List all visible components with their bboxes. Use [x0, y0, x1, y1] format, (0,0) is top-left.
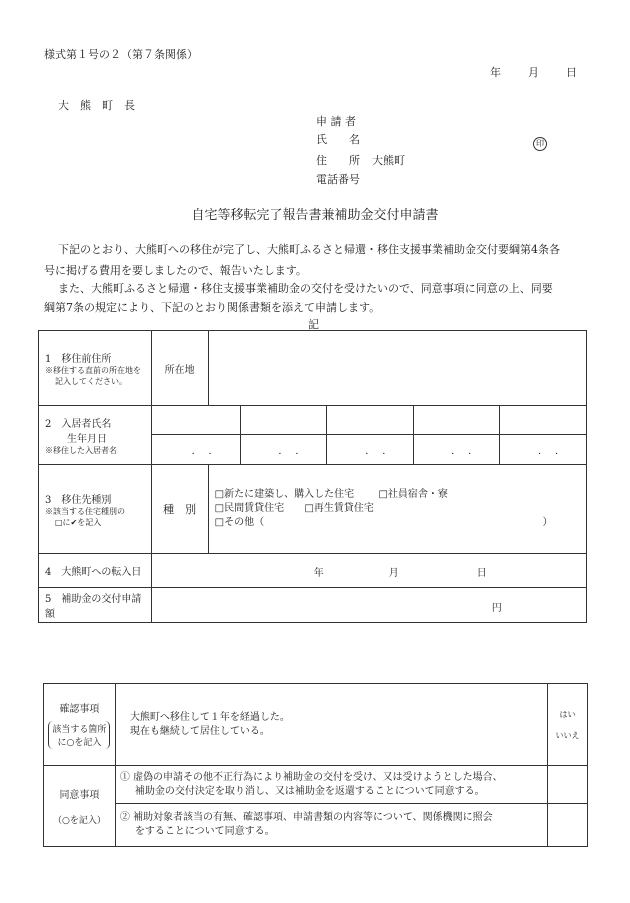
seal-mark: 印 — [533, 131, 547, 151]
previous-address-label: 1 移住前住所 — [45, 353, 112, 365]
previous-address-note1: ※移住する直前の所在地を — [45, 365, 141, 375]
option-company-housing[interactable]: □社員宿舎・寮 — [378, 489, 448, 500]
confirmation-line1: 大熊町へ移住して１年を経過した。 — [129, 711, 290, 723]
option-other-close: ） — [542, 517, 553, 528]
paragraph1-line2: 号に掲げる費用を要しましたので、報告いたします。 — [44, 264, 307, 277]
name-label: 氏 名 — [316, 133, 360, 146]
row-housing-type — [39, 465, 587, 554]
row-previous-address — [39, 331, 587, 406]
form-number: 様式第１号の２（第７条関係） — [44, 48, 198, 61]
confirmation-note2: に○を記入 — [57, 738, 102, 748]
phone-label: 電話番号 — [316, 173, 360, 186]
address-sub-label: 所在地 — [151, 331, 208, 406]
applicant-heading: 申 請 者 — [316, 115, 356, 128]
housing-type-note2: □に✔を記入 — [55, 517, 102, 527]
birthdate-2[interactable]: ． ． — [240, 435, 327, 465]
resident-name-label: 2 入居者氏名 — [45, 418, 112, 430]
addressee: 大 熊 町 長 — [58, 99, 135, 112]
option-recycled-rental[interactable]: □再生賃貸住宅 — [304, 503, 374, 514]
consent-label: 同意事項 — [59, 790, 100, 801]
housing-type-note1: ※該当する住宅種別の — [45, 506, 125, 516]
previous-address-input[interactable] — [208, 331, 586, 406]
row-confirmation — [44, 684, 588, 766]
birthdate-4[interactable]: ． ． — [414, 435, 500, 465]
type-sub-label: 種 別 — [151, 465, 208, 554]
resident-name-5[interactable] — [500, 406, 587, 435]
answer-no[interactable]: いいえ — [555, 730, 580, 740]
page-title: 自宅等移転完了報告書兼補助金交付申請書 — [191, 208, 439, 223]
resident-name-2[interactable] — [240, 406, 327, 435]
date-year: 年 — [490, 66, 501, 79]
consent-item2-check[interactable] — [548, 804, 588, 847]
date-month: 月 — [528, 66, 539, 79]
consent-item2-line1: 補助対象者該当の有無、確認事項、申請書類の内容等について、関係機関に照会 — [133, 812, 493, 823]
move-in-year: 年 — [313, 568, 324, 579]
row-move-in-date — [39, 554, 587, 588]
option-newly-built[interactable]: □新たに建築し、購入した住宅 — [214, 489, 355, 500]
move-in-date-label: 4 大熊町への転入日 — [39, 554, 152, 588]
date-day: 日 — [566, 66, 577, 79]
row-consent-2 — [44, 804, 588, 847]
application-table — [38, 330, 587, 623]
confirmation-note1: 該当する箇所 — [52, 725, 107, 735]
resident-name-3[interactable] — [327, 406, 414, 435]
yen-unit: 円 — [491, 603, 502, 614]
row-subsidy-amount — [39, 588, 587, 623]
consent-note: （○を記入） — [53, 816, 106, 826]
consent-item1-line1: 虚偽の申請その他不正行為により補助金の交付を受け、又は受けようとした場合、 — [133, 771, 503, 783]
consent-item2-number: ② — [119, 812, 130, 823]
paragraph2-line1: また、大熊町ふるさと帰還・移住支援事業補助金の交付を受けたいので、同意事項に同意の上、同要 — [58, 282, 553, 295]
move-in-month: 月 — [388, 568, 399, 579]
birthdate-label: 生年月日 — [67, 433, 107, 445]
previous-address-note2: 記入してください。 — [55, 376, 127, 386]
option-other[interactable]: □その他（ — [214, 517, 265, 528]
confirmation-label: 確認事項 — [59, 704, 100, 715]
row-resident-names — [39, 406, 587, 435]
paragraph2-line2: 綱第7条の規定により、下記のとおり関係書類を添えて申請します。 — [44, 301, 381, 314]
subsidy-amount-input[interactable] — [151, 588, 586, 623]
housing-type-label: 3 移住先種別 — [45, 494, 112, 506]
subsidy-amount-label: 5 補助金の交付申請額 — [39, 588, 152, 623]
ki-label: 記 — [308, 318, 319, 331]
consent-item1-check[interactable] — [548, 766, 588, 804]
consent-item1-number: ① — [119, 771, 130, 783]
move-in-day: 日 — [476, 568, 487, 579]
birthdate-5[interactable]: ． ． — [500, 435, 587, 465]
resident-note: ※移住した入居者名 — [45, 445, 117, 455]
answer-yes[interactable]: はい — [559, 709, 576, 719]
confirmation-table — [43, 683, 588, 847]
resident-name-4[interactable] — [414, 406, 500, 435]
address-label: 住 所 — [316, 154, 360, 167]
address-value: 大熊町 — [372, 154, 405, 167]
consent-item1-line2: 補助金の交付決定を取り消し、又は補助金を返還することについて同意する。 — [134, 785, 485, 797]
option-private-rental[interactable]: □民間賃貸住宅 — [214, 503, 285, 514]
confirmation-line2: 現在も継続して居住している。 — [129, 725, 270, 737]
resident-name-1[interactable] — [151, 406, 240, 435]
move-in-date-input[interactable] — [151, 554, 586, 588]
row-consent-1 — [44, 766, 588, 804]
birthdate-1[interactable]: ． ． — [151, 435, 240, 465]
paragraph1-line1: 下記のとおり、大熊町への移住が完了し、大熊町ふるさと帰還・移住支援事業補助金交付要綱第4条各 — [58, 243, 560, 256]
consent-item2-line2: をすることについて同意する。 — [134, 826, 275, 837]
birthdate-3[interactable]: ． ． — [327, 435, 414, 465]
